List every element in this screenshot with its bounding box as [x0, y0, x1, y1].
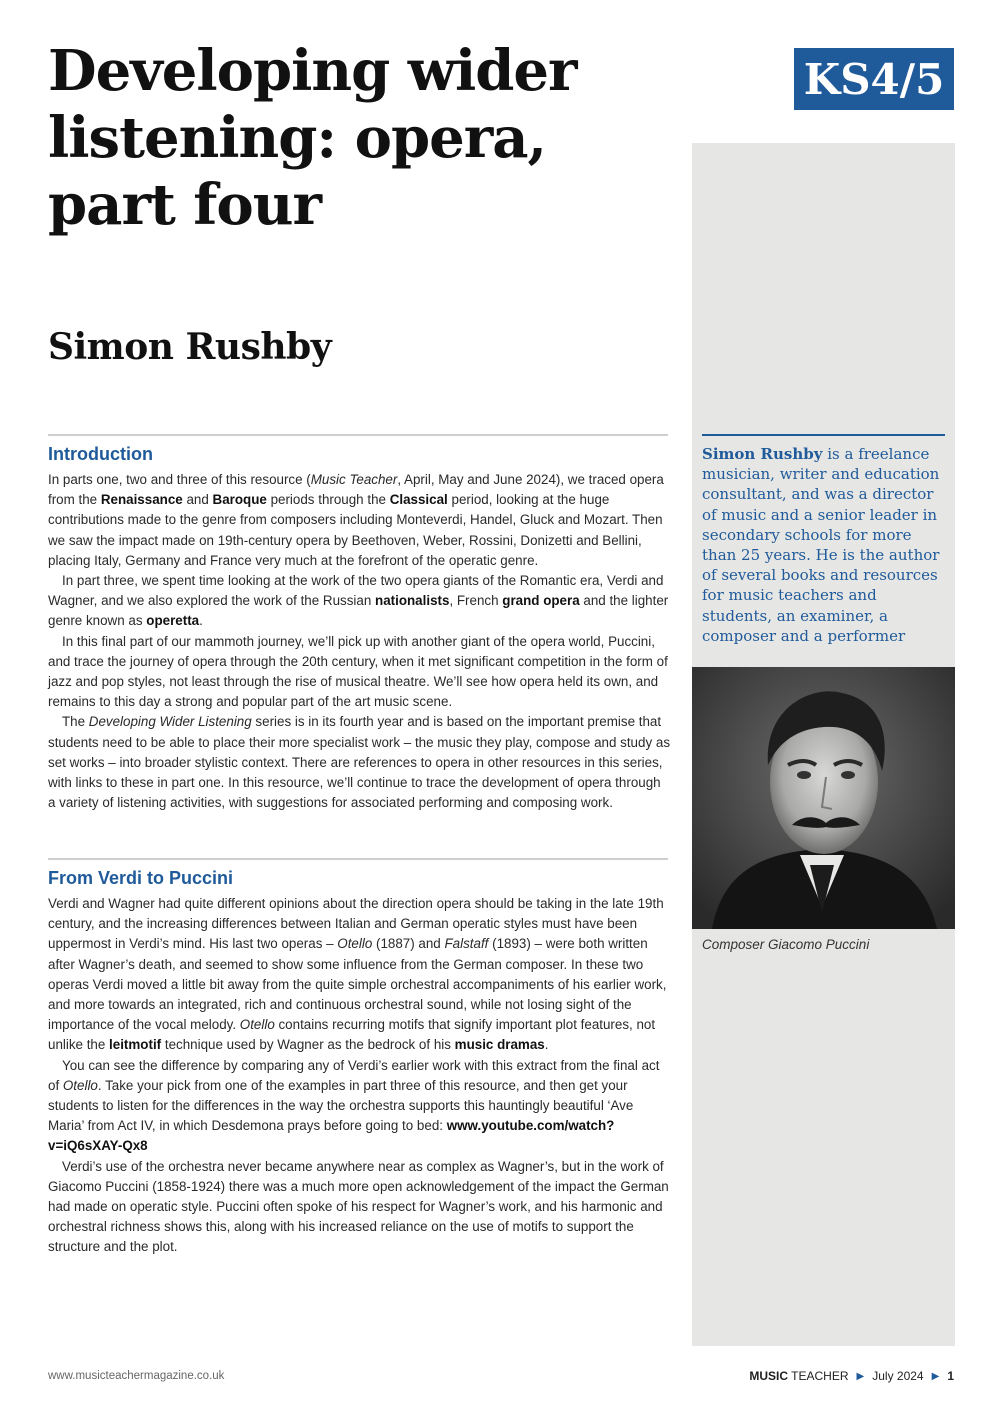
text-run: You can see the difference by comparing any of Verdi’s earlier work with this extract from the final act of	[48, 1057, 660, 1093]
triangle-right-icon: ▶	[856, 1370, 865, 1382]
text-run: periods through the	[266, 492, 390, 508]
page-number: 1	[947, 1369, 954, 1383]
footer-issue-info	[749, 1369, 954, 1383]
bio-name: Simon Rushby	[702, 445, 823, 463]
text-run: contains recurring motifs that signify important plot features, not unlike the	[48, 1017, 656, 1053]
text-run: and the lighter genre known as	[48, 593, 669, 629]
opera-title: Otello	[337, 936, 373, 952]
text-run: series is in its fourth year and is based on the important premise that students need to be able to place their more specialist work – the music they play, compose and study as set works – into broader stylistic context. There are references to opera in other resources in this series, with links to these in part one. In this resource, we’ll continue to trace the development of opera through a variety of listening activities, with suggestions for associated performing and composing work.	[48, 714, 671, 811]
key-term: Classical	[389, 492, 448, 508]
brand-rest: TEACHER	[788, 1369, 849, 1383]
magazine-name	[749, 1369, 848, 1383]
youtube-link[interactable]: www.youtube.com/watch?v=iQ6sXAY-Qx8	[48, 1118, 615, 1154]
bio-divider	[702, 434, 945, 436]
text-run: (1887) and	[372, 936, 445, 952]
key-term: grand opera	[502, 593, 580, 609]
publication-name: Music Teacher	[310, 472, 398, 487]
intro-divider	[48, 434, 668, 436]
intro-paragraph-1	[48, 470, 670, 571]
intro-paragraph-2	[48, 571, 670, 632]
verdi-heading: From Verdi to Puccini	[48, 868, 234, 888]
key-term: Renaissance	[100, 492, 183, 508]
opera-title: Otello	[62, 1077, 98, 1093]
text-run: and	[182, 492, 213, 508]
portrait-illustration	[692, 667, 955, 929]
intro-paragraph-3: In this final part of our mammoth journey, we’ll pick up with another giant of the opera world, Puccini, and trace the journey of opera through the 20th century, when it met significant competition in the form of jazz and pop styles, not least through the rise of musical theatre. We’ll see how opera held its own, and remains to this day a strong and popular part of the art music scene.	[48, 633, 668, 710]
text-run: The	[62, 714, 89, 730]
text-run: .	[199, 613, 203, 629]
website-url[interactable]: www.musicteachermagazine.co.uk	[48, 1370, 225, 1382]
puccini-portrait-image	[692, 667, 955, 929]
key-term: Baroque	[212, 492, 267, 508]
text-run: .	[544, 1037, 549, 1053]
image-caption: Composer Giacomo Puccini	[702, 937, 870, 952]
intro-heading: Introduction	[48, 444, 153, 464]
intro-paragraph-4	[48, 712, 670, 813]
key-term: nationalists	[375, 593, 450, 609]
text-run: . Take your pick from one of the examples in part three of this resource, and then get your students to listen for the differences in the way the orchestra supports this hauntingly beautiful ‘Ave Maria’ from Act IV, in which Desdemona prays before going to bed:	[48, 1077, 634, 1134]
verdi-paragraph-2	[48, 1056, 670, 1157]
intro-body	[48, 470, 670, 813]
verdi-divider	[48, 858, 668, 860]
key-term: operetta	[146, 613, 200, 629]
opera-title: Otello	[239, 1017, 275, 1033]
brand-bold: MUSIC	[749, 1369, 789, 1383]
issue-date: July 2024	[872, 1369, 924, 1383]
series-name: Developing Wider Listening	[88, 714, 252, 730]
verdi-paragraph-1	[48, 894, 670, 1056]
key-stage-badge: KS4/5	[794, 48, 954, 110]
text-run: period, looking at the huge contributions made to the genre from composers including Monteverdi, Handel, Gluck and Mozart. Then we saw the impact made on 19th-century opera by Beethoven, Weber, Rossini, Donizetti and Bellini, placing Italy, Germany and France very much at the forefront of the operatic genre.	[48, 492, 663, 568]
author-name: Simon Rushby	[48, 326, 332, 368]
author-bio	[702, 444, 942, 646]
bio-text: is a freelance musician, writer and education consultant, and was a director of music and a senior leader in secondary schools for more than 25 years. He is the author of several books and resources for music teachers and students, an examiner, a composer and a performer	[702, 445, 940, 645]
key-term: music dramas	[454, 1037, 545, 1053]
text-run: , French	[449, 593, 503, 609]
verdi-paragraph-3: Verdi’s use of the orchestra never became anywhere near as complex as Wagner’s, but in the work of Giacomo Puccini (1858-1924) there was a much more open acknowledgement of the impact the German had made on operatic style. Puccini often spoke of his respect for Wagner’s work, and his harmonic and orchestral richness shows this, along with his increased reliance on the use of motifs to support the structure and the plot.	[48, 1158, 669, 1255]
text-run: (1893) – were both written after Wagner’s death, and seemed to show some influence from the German composer. In these two operas Verdi moved a little bit away from the quite simple orchestral accompaniments of his earlier work, and more towards an integrated, rich and continuous orchestral sound, while not losing sight of the importance of the vocal melody.	[48, 936, 667, 1033]
article-title: Developing wider listening: opera, part four	[48, 38, 577, 239]
text-run: In parts one, two and three of this resource (	[48, 472, 311, 487]
opera-title: Falstaff	[444, 936, 489, 952]
text-run: , April, May and June 2024), we traced opera from the	[48, 472, 664, 508]
text-run: Verdi and Wagner had quite different opinions about the direction opera should be taking in the late 19th century, and the increasing differences between Italian and German operatic styles must have been uppermost in Verdi’s mind. His last two operas –	[48, 896, 664, 952]
triangle-right-icon: ▶	[931, 1370, 940, 1382]
text-run: In part three, we spent time looking at the work of the two opera giants of the Romantic era, Verdi and Wagner, and we also explored the work of the Russian	[48, 573, 664, 609]
text-run: technique used by Wagner as the bedrock of his	[161, 1037, 455, 1053]
verdi-body	[48, 894, 670, 1258]
key-term: leitmotif	[109, 1037, 162, 1053]
